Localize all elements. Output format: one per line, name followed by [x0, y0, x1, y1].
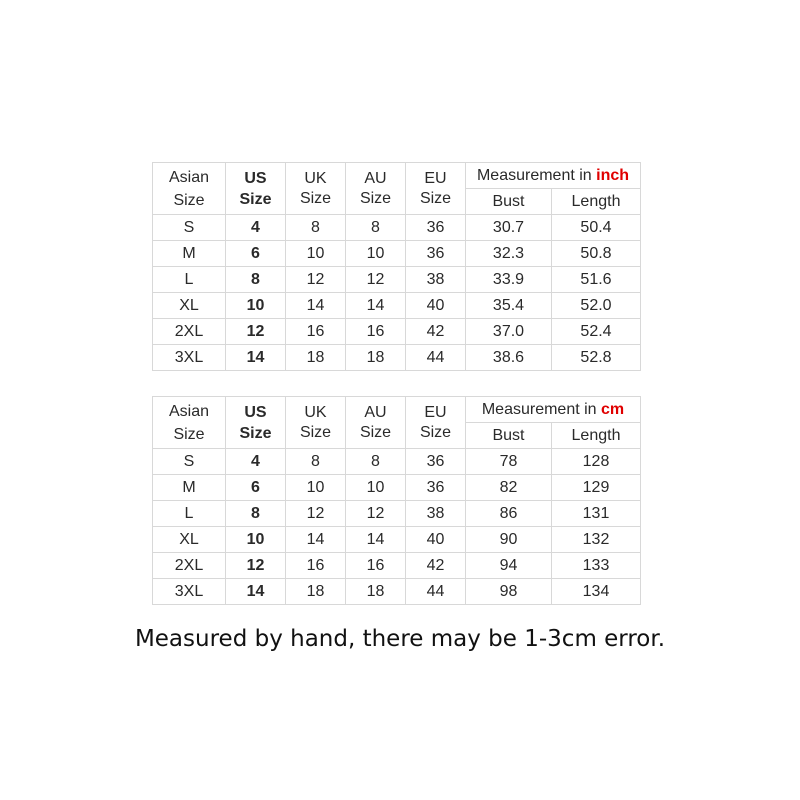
cell-length: 50.4	[552, 215, 641, 241]
header-bust: Bust	[466, 189, 552, 215]
header-us-size: US Size	[226, 397, 286, 449]
cell-length: 52.8	[552, 345, 641, 371]
cell-us: 12	[226, 319, 286, 345]
cell-eu: 44	[406, 579, 466, 605]
cell-au: 16	[346, 553, 406, 579]
cell-uk: 16	[286, 319, 346, 345]
cell-bust: 35.4	[466, 293, 552, 319]
cell-bust: 32.3	[466, 241, 552, 267]
cell-uk: 10	[286, 241, 346, 267]
measurement-note: Measured by hand, there may be 1-3cm error.	[134, 626, 666, 652]
unit-label: cm	[601, 400, 625, 418]
cell-uk: 16	[286, 553, 346, 579]
cell-asian: XL	[153, 527, 226, 553]
table-row	[153, 215, 641, 241]
cell-us: 4	[226, 215, 286, 241]
cell-eu: 40	[406, 293, 466, 319]
header-asian-size: Asian Size	[153, 397, 226, 449]
cell-asian: 3XL	[153, 345, 226, 371]
cell-length: 128	[552, 449, 641, 475]
cell-length: 52.4	[552, 319, 641, 345]
table-row	[153, 501, 641, 527]
cell-asian: L	[153, 267, 226, 293]
cell-asian: 2XL	[153, 553, 226, 579]
cell-eu: 38	[406, 501, 466, 527]
table-row	[153, 293, 641, 319]
cell-eu: 42	[406, 319, 466, 345]
cell-us: 4	[226, 449, 286, 475]
cell-au: 8	[346, 215, 406, 241]
table-row	[153, 553, 641, 579]
cell-us: 6	[226, 475, 286, 501]
cell-eu: 42	[406, 553, 466, 579]
header-length: Length	[552, 423, 641, 449]
cell-au: 8	[346, 449, 406, 475]
cell-bust: 82	[466, 475, 552, 501]
cell-eu: 36	[406, 449, 466, 475]
cell-bust: 38.6	[466, 345, 552, 371]
cell-bust: 30.7	[466, 215, 552, 241]
table-row	[153, 449, 641, 475]
header-eu-size: EU Size	[406, 163, 466, 215]
cell-bust: 98	[466, 579, 552, 605]
cell-us: 8	[226, 267, 286, 293]
cell-uk: 14	[286, 527, 346, 553]
cell-uk: 10	[286, 475, 346, 501]
table-row	[153, 319, 641, 345]
cell-asian: S	[153, 215, 226, 241]
cell-uk: 8	[286, 449, 346, 475]
table-row	[153, 527, 641, 553]
table-row	[153, 579, 641, 605]
cell-au: 18	[346, 579, 406, 605]
cell-asian: M	[153, 241, 226, 267]
header-uk-size: UK Size	[286, 163, 346, 215]
cell-uk: 8	[286, 215, 346, 241]
cell-eu: 36	[406, 215, 466, 241]
cell-uk: 14	[286, 293, 346, 319]
cell-eu: 36	[406, 475, 466, 501]
header-au-size: AU Size	[346, 397, 406, 449]
header-bust: Bust	[466, 423, 552, 449]
cell-length: 52.0	[552, 293, 641, 319]
header-us-size: US Size	[226, 163, 286, 215]
unit-label: inch	[596, 166, 630, 184]
cell-bust: 90	[466, 527, 552, 553]
cell-length: 129	[552, 475, 641, 501]
cell-uk: 18	[286, 579, 346, 605]
cell-eu: 36	[406, 241, 466, 267]
cell-us: 10	[226, 527, 286, 553]
cell-us: 6	[226, 241, 286, 267]
cell-length: 131	[552, 501, 641, 527]
cell-bust: 94	[466, 553, 552, 579]
cell-au: 16	[346, 319, 406, 345]
cell-asian: 2XL	[153, 319, 226, 345]
cell-length: 50.8	[552, 241, 641, 267]
cell-au: 18	[346, 345, 406, 371]
cell-uk: 18	[286, 345, 346, 371]
cell-asian: L	[153, 501, 226, 527]
size-table-cm	[152, 396, 641, 605]
cell-us: 8	[226, 501, 286, 527]
cell-asian: S	[153, 449, 226, 475]
cell-us: 14	[226, 345, 286, 371]
cell-eu: 38	[406, 267, 466, 293]
cell-bust: 86	[466, 501, 552, 527]
cell-au: 14	[346, 527, 406, 553]
cell-eu: 44	[406, 345, 466, 371]
header-measurement-inch: Measurement in inch	[466, 163, 641, 189]
cell-length: 132	[552, 527, 641, 553]
cell-asian: XL	[153, 293, 226, 319]
cell-au: 10	[346, 241, 406, 267]
cell-au: 12	[346, 501, 406, 527]
header-length: Length	[552, 189, 641, 215]
cell-asian: 3XL	[153, 579, 226, 605]
cell-length: 133	[552, 553, 641, 579]
cell-au: 12	[346, 267, 406, 293]
cell-au: 10	[346, 475, 406, 501]
cell-bust: 37.0	[466, 319, 552, 345]
cell-uk: 12	[286, 501, 346, 527]
cell-length: 134	[552, 579, 641, 605]
cell-us: 14	[226, 579, 286, 605]
cell-asian: M	[153, 475, 226, 501]
header-measurement-cm: Measurement in cm	[466, 397, 641, 423]
table-row	[153, 475, 641, 501]
cell-au: 14	[346, 293, 406, 319]
cell-length: 51.6	[552, 267, 641, 293]
cell-uk: 12	[286, 267, 346, 293]
table-row	[153, 267, 641, 293]
cell-us: 12	[226, 553, 286, 579]
cell-bust: 33.9	[466, 267, 552, 293]
cell-us: 10	[226, 293, 286, 319]
size-table-inch	[152, 162, 641, 371]
header-au-size: AU Size	[346, 163, 406, 215]
cell-bust: 78	[466, 449, 552, 475]
cell-eu: 40	[406, 527, 466, 553]
header-asian-size: Asian Size	[153, 163, 226, 215]
table-row	[153, 241, 641, 267]
header-eu-size: EU Size	[406, 397, 466, 449]
header-uk-size: UK Size	[286, 397, 346, 449]
table-row	[153, 345, 641, 371]
